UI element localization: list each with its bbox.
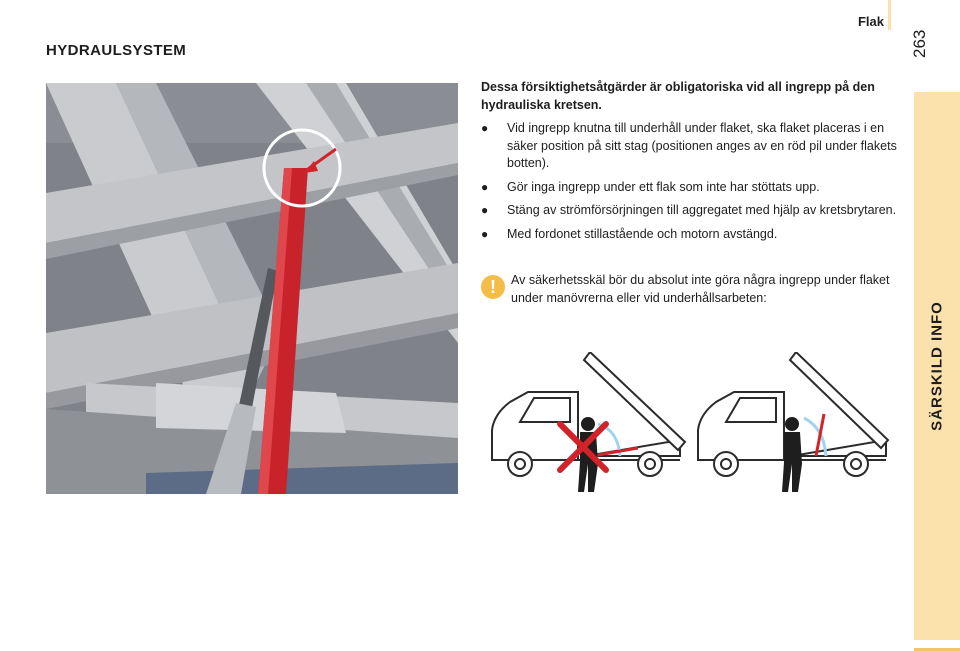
tipper-safety-illustration <box>480 352 890 502</box>
list-item <box>481 226 899 244</box>
list-item <box>481 179 899 197</box>
header-divider <box>888 0 891 30</box>
list-item-text: Med fordonet stillastående och motorn avstängd. <box>507 226 778 241</box>
chapter-tab <box>914 92 960 640</box>
bullet-icon: ● <box>481 203 489 217</box>
intro-paragraph: Dessa försiktighetsåtgärder är obligatoriska vid all ingrepp på den hydrauliska kretsen. <box>481 80 875 112</box>
hydraulic-prop-photo <box>46 83 458 494</box>
bullet-icon: ● <box>481 179 489 194</box>
warning-text: Av säkerhetsskäl bör du absolut inte göra några ingrepp under flaket under manövrerna eller vid underhållsarbeten: <box>511 273 890 305</box>
warning-icon: ! <box>481 275 505 299</box>
instructions-column <box>481 79 899 249</box>
page-number: 263 <box>910 29 929 58</box>
list-item <box>481 202 899 220</box>
header-section-title: Flak <box>857 14 884 29</box>
bullet-icon: ● <box>481 226 489 241</box>
bullet-icon: ● <box>481 121 489 135</box>
list-item-text: Vid ingrepp knutna till underhåll under flaket, ska flaket placeras i en säker position på sitt stag (positionen anges av en röd pil under flakets botten). <box>507 121 897 170</box>
list-item-text: Gör inga ingrepp under ett flak som inte har stöttats upp. <box>507 179 820 194</box>
page-title: HYDRAULSYSTEM <box>46 42 187 59</box>
list-item-text: Stäng av strömförsörjningen till aggregatet med hjälp av kretsbrytaren. <box>507 203 897 217</box>
chapter-tab-label: SÄRSKILD INFO <box>928 301 946 431</box>
list-item <box>481 120 899 173</box>
warning-box <box>481 272 899 307</box>
precaution-list <box>481 120 899 243</box>
